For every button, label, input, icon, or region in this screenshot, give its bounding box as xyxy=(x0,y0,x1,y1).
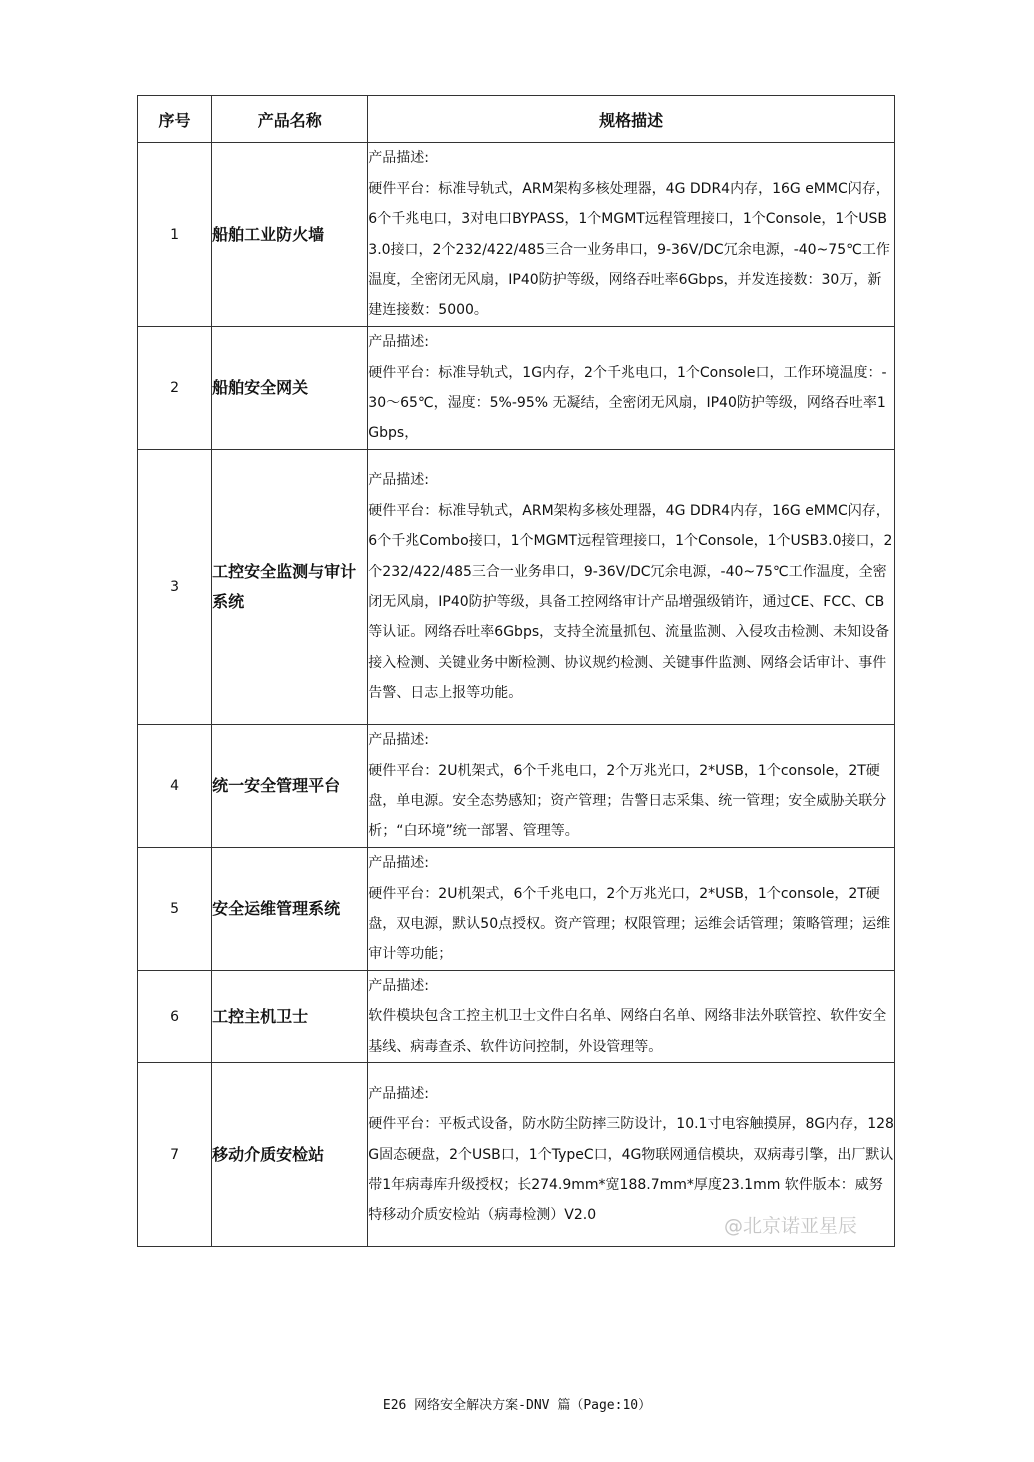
table-row xyxy=(138,848,895,971)
table-row xyxy=(138,971,895,1063)
row-product-name: 船舶安全网关 xyxy=(212,327,368,450)
row-no: 2 xyxy=(138,327,212,450)
row-no: 5 xyxy=(138,848,212,971)
spec-label: 产品描述: xyxy=(368,732,430,749)
spec-label: 产品描述: xyxy=(368,334,430,351)
spec-label: 产品描述: xyxy=(368,1085,430,1102)
table-row xyxy=(138,450,895,725)
spec-text: 硬件平台：标准导轨式，ARM架构多核处理器，4G DDR4内存，16G eMMC闪存，6个千兆Combo接口，1个MGMT远程管理接口，1个Console，1个USB3.0接口，2个232/422/485三合一业务串口，9-36V/DC冗余电源，-40~75℃工作温度，全密闭无风扇，IP40防护等级，具备工控网络审计产品增强级销许，通过CE、FCC、CB等认证。网络吞吐率6Gbps，支持全流量抓包、流量监测、入侵攻击检测、未知设备接入检测、关键业务中断检测、协议规约检测、关键事件监测、网络会话审计、事件告警、日志上报等功能。 xyxy=(368,502,893,702)
spec-text: 硬件平台：标准导轨式，1G内存，2个千兆电口，1个Console口，工作环境温度：-30～65℃，湿度：5%-95% 无凝结，全密闭无风扇，IP40防护等级，网络吞吐率1Gbps， xyxy=(368,364,887,442)
spec-table xyxy=(137,95,895,1247)
row-spec xyxy=(368,450,895,725)
spec-label: 产品描述: xyxy=(368,978,430,994)
spec-label: 产品描述: xyxy=(368,150,430,167)
spec-text: 软件模块包含工控主机卫士文件白名单、网络白名单、网络非法外联管控、软件安全基线、病毒查杀、软件访问控制，外设管理等。 xyxy=(368,1008,887,1055)
row-spec xyxy=(368,848,895,971)
row-spec xyxy=(368,327,895,450)
spec-text: 硬件平台：2U机架式，6个千兆电口，2个万兆光口，2*USB，1个console，2T硬盘，单电源。安全态势感知；资产管理；告警日志采集、统一管理；安全威胁关联分析；“白环境”统一部署、管理等。 xyxy=(368,762,887,840)
table-header-row xyxy=(138,96,895,143)
row-no: 7 xyxy=(138,1063,212,1247)
row-no: 1 xyxy=(138,143,212,327)
row-no: 4 xyxy=(138,725,212,848)
row-product-name: 移动介质安检站 xyxy=(212,1063,368,1247)
watermark: @北京诺亚星辰 xyxy=(724,1215,858,1237)
row-product-name: 工控主机卫士 xyxy=(212,971,368,1063)
row-product-name: 安全运维管理系统 xyxy=(212,848,368,971)
row-no: 6 xyxy=(138,971,212,1063)
row-spec xyxy=(368,725,895,848)
table-row xyxy=(138,327,895,450)
header-no: 序号 xyxy=(138,96,212,143)
header-spec: 规格描述 xyxy=(368,96,895,143)
spec-text: 硬件平台：2U机架式，6个千兆电口，2个万兆光口，2*USB，1个console，2T硬盘，双电源，默认50点授权。资产管理；权限管理；运维会话管理；策略管理；运维审计等功能； xyxy=(368,885,891,963)
row-no: 3 xyxy=(138,450,212,725)
table-row xyxy=(138,725,895,848)
row-product-name: 船舶工业防火墙 xyxy=(212,143,368,327)
spec-text: 硬件平台：标准导轨式，ARM架构多核处理器，4G DDR4内存，16G eMMC闪存，6个千兆电口，3对电口BYPASS，1个MGMT远程管理接口，1个Console，1个USB3.0接口，2个232/422/485三合一业务串口，9-36V/DC冗余电源，-40~75℃工作温度，全密闭无风扇，IP40防护等级，网络吞吐率6Gbps，并发连接数：30万，新建连接数：5000。 xyxy=(368,180,890,319)
spec-label: 产品描述: xyxy=(368,472,430,489)
row-product-name: 工控安全监测与审计系统 xyxy=(212,450,368,725)
table-row xyxy=(138,143,895,327)
spec-label: 产品描述: xyxy=(368,855,430,872)
row-spec xyxy=(368,143,895,327)
spec-text: 硬件平台：平板式设备，防水防尘防摔三防设计，10.1寸电容触摸屏，8G内存，128G固态硬盘，2个USB口，1个TypeC口，4G物联网通信模块，双病毒引擎，出厂默认带1年病毒库升级授权；长274.9mm*宽188.7mm*厚度23.1mm 软件版本：威努特移动介质安检站（病毒检测）V2.0 xyxy=(368,1116,894,1224)
header-product-name: 产品名称 xyxy=(212,96,368,143)
row-spec xyxy=(368,971,895,1063)
page-footer: E26 网络安全解决方案-DNV 篇（Page:10） xyxy=(382,1398,652,1413)
row-product-name: 统一安全管理平台 xyxy=(212,725,368,848)
